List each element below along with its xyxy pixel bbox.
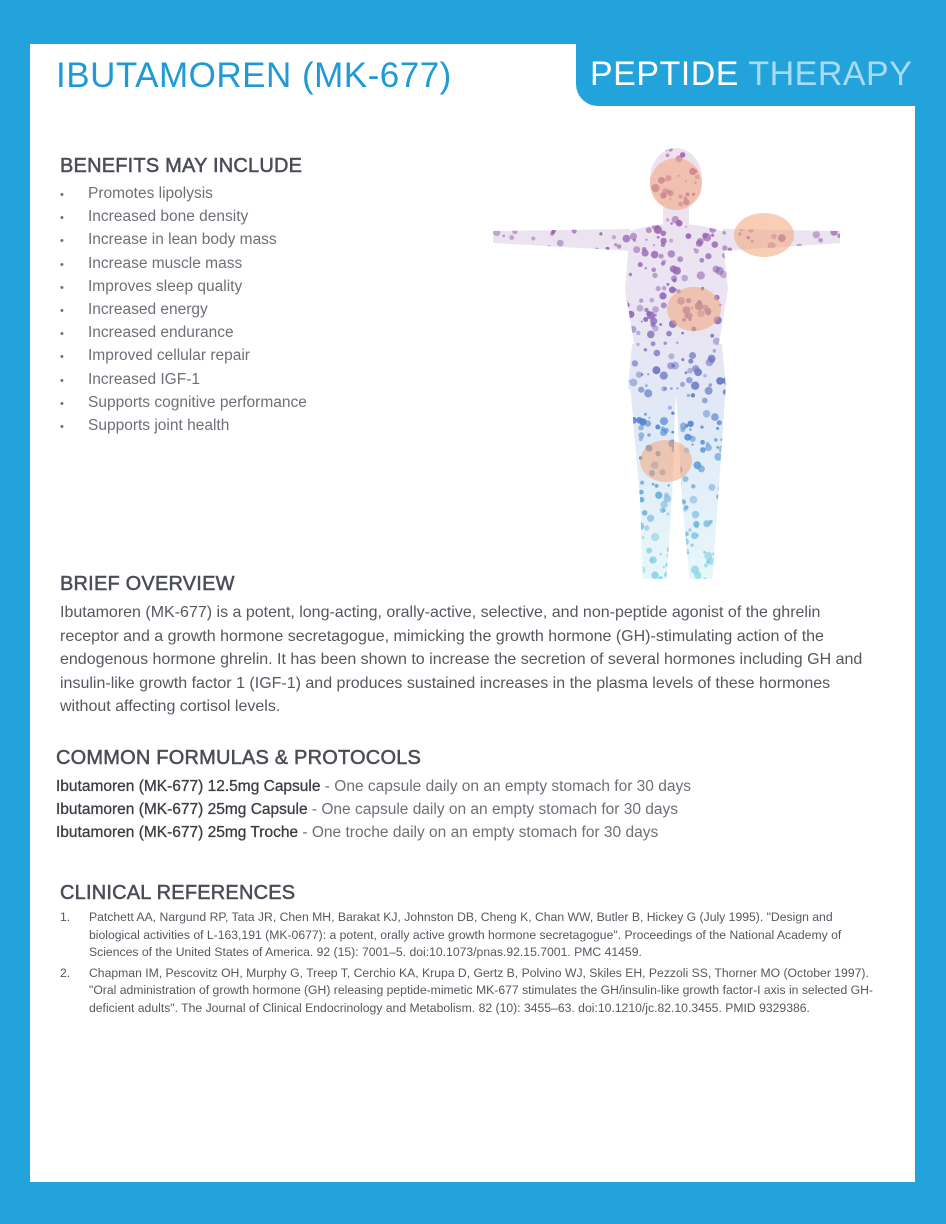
benefit-item xyxy=(60,298,307,321)
bullet-icon: • xyxy=(60,374,64,387)
benefit-label: Promotes lipolysis xyxy=(88,185,213,202)
highlight-head xyxy=(650,158,702,210)
formula-name: Ibutamoren (MK-677) 12.5mg Capsule xyxy=(56,778,321,795)
overview-text: Ibutamoren (MK-677) is a potent, long-acting, orally-active, selective, and non-peptide agonist of the ghrelin receptor and a growth hormone secretagogue, mimicking the growth hormone (GH)-stimulating action of the endogenous hormone ghrelin. It has been shown to increase the secretion of several hormones including GH and insulin-like growth factor 1 (IGF-1) and produces sustained increases in the plasma levels of these hormones without affecting cortisol levels. xyxy=(60,604,863,715)
benefit-item xyxy=(60,321,307,344)
benefit-item xyxy=(60,344,307,367)
bullet-icon: • xyxy=(60,351,64,364)
benefits-list xyxy=(60,182,307,437)
benefit-item xyxy=(60,391,307,414)
bullet-icon: • xyxy=(60,258,64,271)
highlight-abdomen xyxy=(667,287,721,331)
overview-heading: BRIEF OVERVIEW xyxy=(60,573,235,595)
benefit-label: Improved cellular repair xyxy=(88,347,250,365)
bullet-icon: • xyxy=(60,420,64,433)
tab-label-bold: PEPTIDE xyxy=(590,55,739,93)
formulas-heading: COMMON FORMULAS & PROTOCOLS xyxy=(56,747,422,769)
benefit-item xyxy=(60,205,307,228)
body-illustration xyxy=(460,139,840,579)
references-heading: CLINICAL REFERENCES xyxy=(60,882,296,904)
reference-text: Patchett AA, Nargund RP, Tata JR, Chen MH, Barakat KJ, Johnston DB, Cheng K, Chan WW, Butler B, Hickey G (July 1995). "Design and biological activities of L-163,191 (MK-0677): a potent, orally active growth hormone secretagogue". Proceedings of the National Academy of Sciences of the United States of America. 92 (15): 7001–5. doi:10.1073/pnas.92.15.7001. PMC 41459. xyxy=(89,910,842,959)
benefit-label: Supports joint health xyxy=(88,416,230,434)
formula-name: Ibutamoren (MK-677) 25mg Troche xyxy=(56,824,299,841)
formula-item-3 xyxy=(56,824,658,842)
benefit-item xyxy=(60,228,307,251)
benefit-item xyxy=(60,414,307,437)
formula-desc: - One capsule daily on an empty stomach for 30 days xyxy=(307,801,679,818)
highlight-knee xyxy=(640,440,692,482)
benefit-label: Increase in lean body mass xyxy=(88,231,277,249)
reference-item xyxy=(60,909,885,962)
benefit-label: Increased energy xyxy=(88,300,208,318)
page-sheet xyxy=(30,44,915,1182)
tab-label xyxy=(590,55,912,94)
benefit-item xyxy=(60,368,307,391)
body-dots xyxy=(460,139,840,579)
bullet-icon: • xyxy=(60,235,64,248)
bullet-icon: • xyxy=(60,189,64,201)
header-tab xyxy=(576,44,915,106)
benefit-item xyxy=(60,275,307,298)
bullet-icon: • xyxy=(60,281,64,294)
formula-item-1 xyxy=(56,778,691,796)
bullet-icon: • xyxy=(60,328,64,341)
benefit-label: Increased bone density xyxy=(88,208,249,226)
benefit-label: Improves sleep quality xyxy=(88,277,243,295)
benefit-label: Increased endurance xyxy=(88,324,234,342)
formula-desc: - One troche daily on an empty stomach for 30 days xyxy=(298,824,659,841)
benefits-heading: BENEFITS MAY INCLUDE xyxy=(60,155,303,177)
benefit-label: Supports cognitive performance xyxy=(88,393,307,411)
benefit-label: Increased IGF-1 xyxy=(88,370,200,388)
reference-number: 1. xyxy=(60,910,71,924)
benefit-item xyxy=(60,182,307,205)
bullet-icon: • xyxy=(60,212,64,225)
references-list xyxy=(60,909,885,1020)
page-title: IBUTAMOREN (MK-677) xyxy=(56,56,452,95)
formula-item-2 xyxy=(56,801,678,819)
reference-text: Chapman IM, Pescovitz OH, Murphy G, Treep T, Cerchio KA, Krupa D, Gertz B, Polvino WJ, Skiles EH, Pezzoli SS, Thorner MO (October 1997). "Oral administration of growth hormone (GH) releasing peptide-mimetic MK-677 stimulates the GH/insulin-like growth factor-I axis in selected GH-deficient adults". The Journal of Clinical Endocrinology and Metabolism. 82 (10): 3455–63. doi:10.1210/jc.82.10.3455. PMID 9329386. xyxy=(89,965,873,1015)
reference-number: 2. xyxy=(60,965,71,980)
benefit-label: Increase muscle mass xyxy=(88,254,243,272)
tab-label-light: THERAPY xyxy=(748,55,913,93)
highlight-shoulder xyxy=(734,213,794,257)
bullet-icon: • xyxy=(60,397,64,410)
formula-name: Ibutamoren (MK-677) 25mg Capsule xyxy=(56,801,308,818)
bullet-icon: • xyxy=(60,304,64,317)
formula-desc: - One capsule daily on an empty stomach for 30 days xyxy=(320,778,691,795)
benefit-item xyxy=(60,252,307,275)
reference-item xyxy=(60,965,885,1018)
